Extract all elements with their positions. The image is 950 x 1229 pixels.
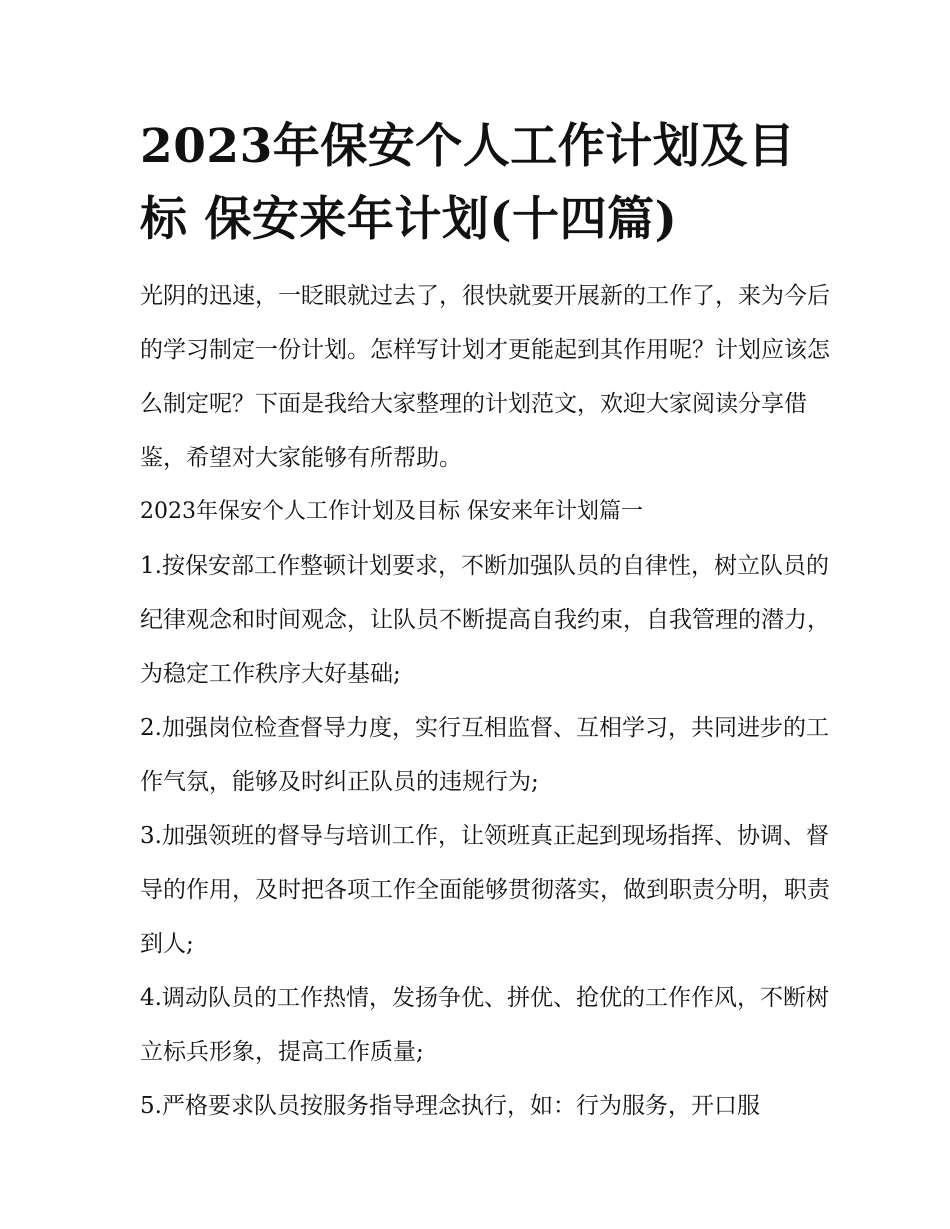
list-item-5: 5.严格要求队员按服务指导理念执行，如：行为服务，开口服 [140, 1093, 760, 1119]
intro-paragraph: 光阴的迅速，一眨眼就过去了，很快就要开展新的工作了，来为今后的学习制定一份计划。怎样写计划才更能起到其作用呢？计划应该怎么制定呢？下面是我给大家整理的计划范文，欢迎大家阅读分享借鉴，希望对大家能够有所帮助。 [140, 283, 830, 471]
document-title: 2023年保安个人工作计划及目标 保安来年计划(十四篇) [140, 119, 796, 247]
document-body [140, 269, 830, 1133]
list-item-2: 2.加强岗位检查督导力度，实行互相监督、互相学习，共同进步的工作气氛，能够及时纠正队员的违规行为; [140, 715, 829, 795]
document-content [140, 110, 830, 1133]
list-item-3: 3.加强领班的督导与培训工作，让领班真正起到现场指挥、协调、督导的作用，及时把各项工作全面能够贯彻落实，做到职责分明，职责到人; [140, 823, 830, 957]
list-item-1: 1.按保安部工作整顿计划要求，不断加强队员的自律性，树立队员的纪律观念和时间观念，让队员不断提高自我约束，自我管理的潜力，为稳定工作秩序大好基础; [140, 553, 830, 687]
section-heading: 2023年保安个人工作计划及目标 保安来年计划篇一 [140, 499, 643, 524]
list-item-4: 4.调动队员的工作热情，发扬争优、拼优、抢优的工作作风，不断树立标兵形象，提高工作质量; [140, 985, 829, 1065]
